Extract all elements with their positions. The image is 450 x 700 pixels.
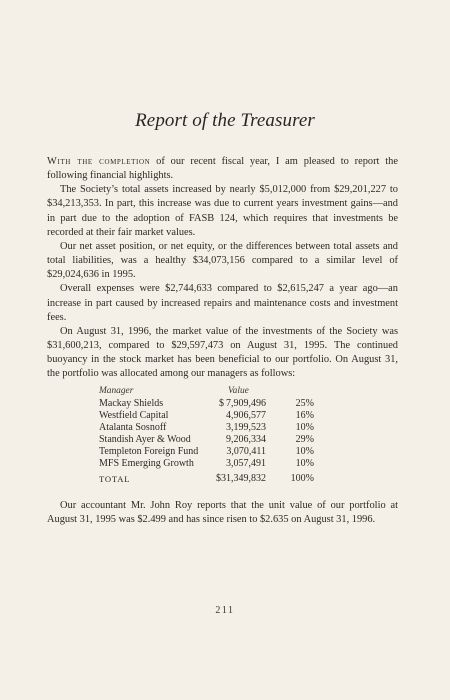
paragraph-unit-value: Our accountant Mr. John Roy reports that the unit value of our portfolio at August 31, 1995 was $2.499 and has since risen to $2.635 on August 31, 1996. xyxy=(47,500,398,526)
column-header-manager: Manager xyxy=(99,385,134,396)
manager-value: 7,909,496 xyxy=(226,397,266,409)
currency-symbol: $ xyxy=(219,397,224,409)
table-row xyxy=(47,446,398,458)
manager-value: 9,206,334 xyxy=(226,433,266,445)
manager-value: 4,906,577 xyxy=(226,409,266,421)
paragraph-intro-text: of our recent fiscal year, I am pleased to report the following financial highlights. xyxy=(47,156,398,182)
paragraph-investments: On August 31, 1996, the market value of the investments of the Society was $31,600,213, compared to $29,597,473 on August 31, 1995. The continued buoyancy in the stock market has been beneficial to our portfolio. On August 31, the portfolio was allocated among our managers as follows: xyxy=(47,325,398,380)
paragraph-assets: The Society’s total assets increased by nearly $5,012,000 from $29,201,227 to $34,213,353. In part, this increase was due to current years investment gains—and in part due to the adoption of FASB 124, which requires that investments be recorded at their fair market values. xyxy=(47,184,398,238)
table-row xyxy=(47,458,398,470)
manager-value: 3,057,491 xyxy=(226,457,266,469)
manager-percent: 10% xyxy=(295,445,314,457)
table-total-row xyxy=(47,473,398,485)
table-row xyxy=(47,434,398,446)
manager-percent: 16% xyxy=(295,409,314,421)
manager-name: Atalanta Sosnoff xyxy=(99,421,167,433)
report-body xyxy=(47,155,398,527)
page-title: Report of the Treasurer xyxy=(135,110,315,131)
paragraph-expenses: Overall expenses were $2,744,633 compared to $2,615,247 a year ago—an increase in part caused by increased repairs and maintenance costs and investment fees. xyxy=(47,283,398,323)
manager-name: Mackay Shields xyxy=(99,397,164,409)
portfolio-allocation-table xyxy=(47,384,398,486)
manager-percent: 10% xyxy=(295,421,314,433)
manager-name: Westfield Capital xyxy=(99,409,169,421)
total-label: TOTAL xyxy=(99,474,131,485)
column-header-value: Value xyxy=(228,385,249,396)
paragraph-net-assets: Our net asset position, or net equity, or the differences between total assets and total liabilities, was a healthy $34,073,156 compared to a similar level of $29,024,636 in 1995. xyxy=(47,240,398,281)
manager-value: 3,070,411 xyxy=(226,445,266,457)
manager-percent: 29% xyxy=(295,433,314,445)
total-percent: 100% xyxy=(290,473,314,485)
table-row xyxy=(47,422,398,434)
table-header xyxy=(47,384,398,398)
table-row xyxy=(47,410,398,422)
lead-in-smallcaps: With the completion xyxy=(47,156,151,167)
manager-percent: 25% xyxy=(295,397,314,409)
manager-name: Templeton Foreign Fund xyxy=(99,445,199,457)
manager-value: 3,199,523 xyxy=(226,421,266,433)
section-spacer xyxy=(47,485,398,499)
manager-name: Standish Ayer & Wood xyxy=(99,433,191,445)
table-row xyxy=(47,398,398,410)
paragraph-intro xyxy=(47,155,398,183)
page-number: 211 xyxy=(215,605,235,616)
total-value: $31,349,832 xyxy=(216,473,266,485)
manager-percent: 10% xyxy=(295,457,314,469)
manager-name: MFS Emerging Growth xyxy=(99,457,194,469)
